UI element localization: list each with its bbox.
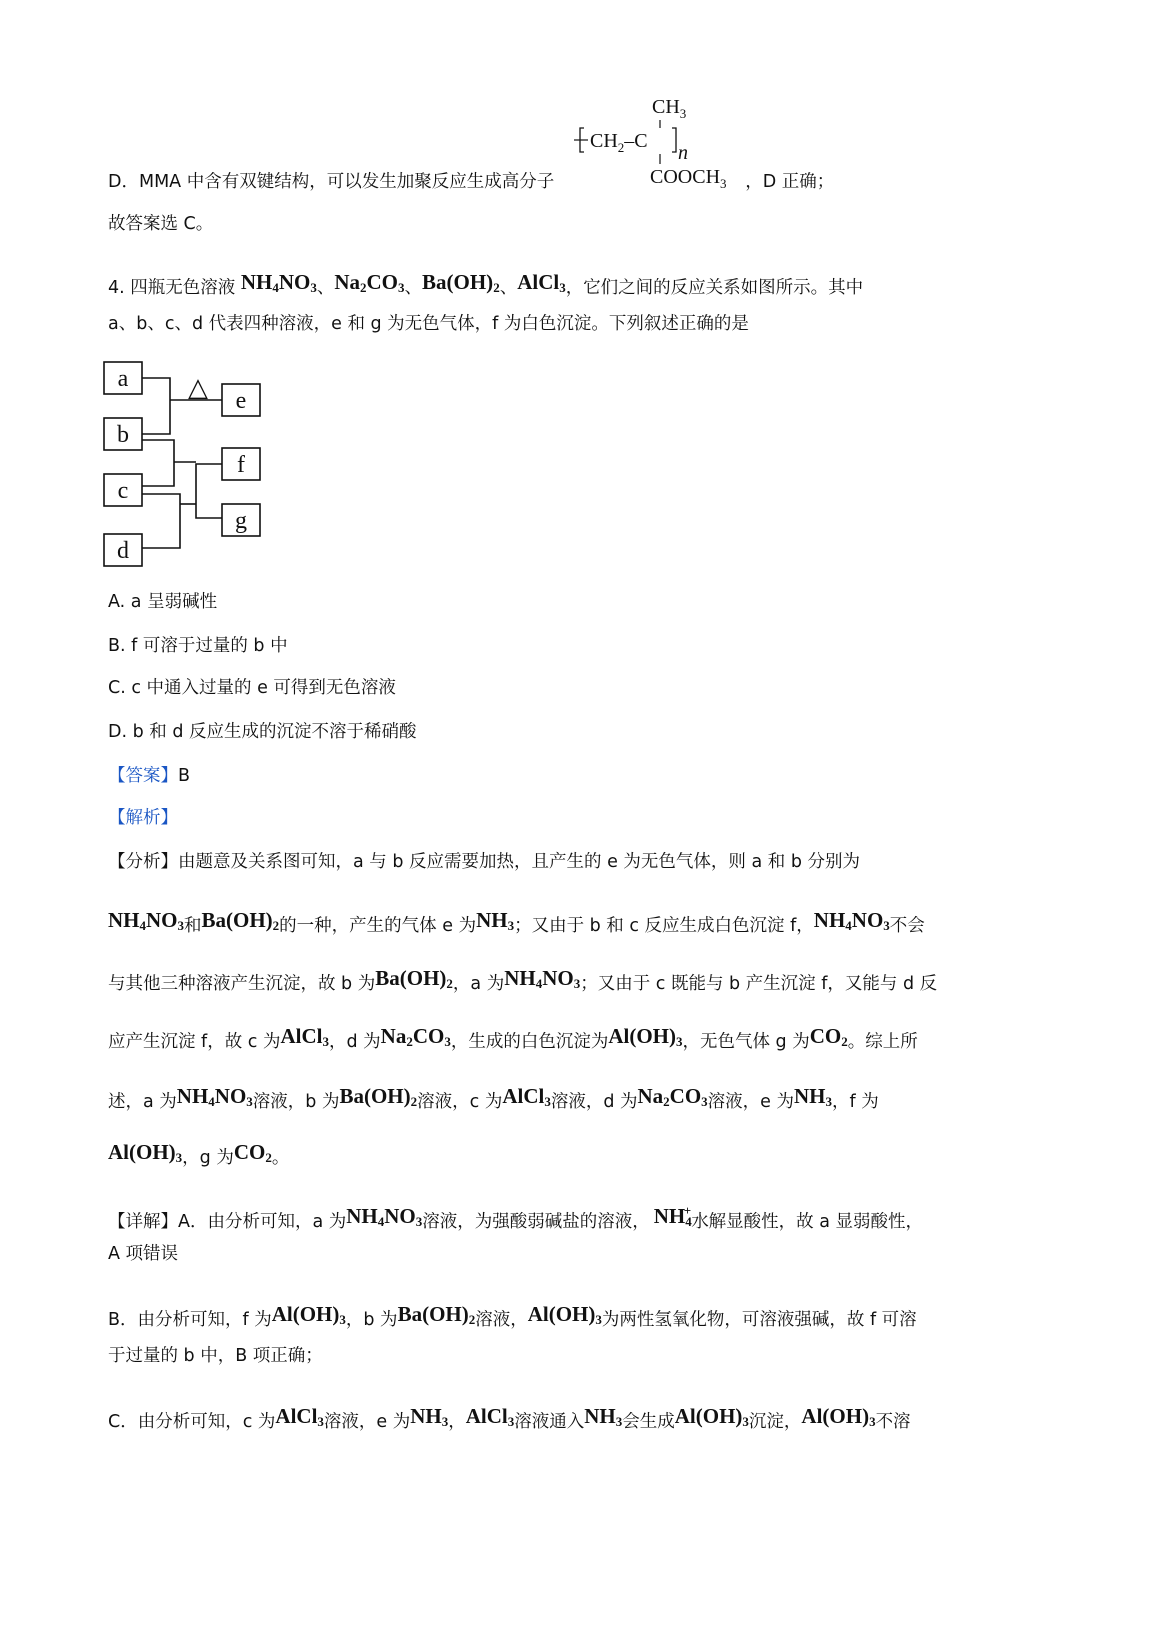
chem-na2co3: $Na_2CO_3$: [334, 270, 405, 295]
analysis-p4: 应产生沉淀 f，故 c 为AlCl$_3$，d 为$Na_2CO_3$，生成的白色沉淀为$Al(OH)_3$，无色气体 g 为$CO_2$。综上所: [108, 1024, 918, 1052]
analysis-p1: 【分析】由题意及关系图可知，a 与 b 反应需要加热，且产生的 e 为无色气体，则 a 和 b 分别为: [108, 852, 860, 872]
option-c: C. c 中通入过量的 e 可得到无色溶液: [108, 678, 396, 698]
answer-line: [108, 768, 190, 786]
reaction-diagram: [100, 358, 270, 568]
option-a: A. a 呈弱碱性: [108, 592, 218, 612]
detail-b-line2: 于过量的 b 中，B 项正确；: [108, 1346, 323, 1366]
cooch3: $COOCH_3$: [650, 166, 727, 191]
option-b: B. f 可溶于过量的 b 中: [108, 636, 288, 656]
detail-a-line2: A 项错误: [108, 1244, 179, 1264]
ch3-top: $CH_3$: [652, 96, 687, 121]
detail-c-line1: C．由分析可知，c 为AlCl$_3$溶液，e 为$NH_3$，AlCl$_3$溶液通入$NH_3$会生成$Al(OH)_3$沉淀，$Al(OH)_3$不溶: [108, 1404, 911, 1432]
chem-baoh2: $Ba(OH)_2$: [422, 270, 500, 295]
chem-alcl3: AlCl$_3$: [517, 270, 566, 295]
label-c: c: [117, 478, 129, 504]
analysis-p6: $Al(OH)_3$，g 为$CO_2$。: [108, 1140, 290, 1168]
label-g: g: [235, 508, 247, 534]
chem-nh4no3: $NH_4NO_3$: [240, 270, 317, 295]
answer-value: B: [178, 766, 191, 786]
analysis-p2: $NH_4NO_3$和$Ba(OH)_2$的一种，产生的气体 e 为$NH_3$；又由于 b 和 c 反应生成白色沉淀 f，$NH_4NO_3$不会: [108, 908, 925, 936]
label-d: d: [117, 538, 129, 564]
polymer-n: n: [678, 142, 688, 164]
chain-left: $CH_2-C$: [590, 130, 648, 155]
answer-c-line: 故答案选 C。: [108, 214, 214, 234]
analysis-p5: 述，a 为$NH_4NO_3$溶液，b 为$Ba(OH)_2$溶液，c 为AlCl$_3$溶液，d 为$Na_2CO_3$溶液，e 为$NH_3$，f 为: [108, 1084, 879, 1112]
q4-line1: 4. 四瓶无色溶液 $NH_4NO_3$、$Na_2CO_3$、$Ba(OH)_2$、AlCl$_3$，它们之间的反应关系如图所示。其中: [108, 270, 864, 298]
analysis-p3: 与其他三种溶液产生沉淀，故 b 为$Ba(OH)_2$，a 为$NH_4NO_3$；又由于 c 既能与 b 产生沉淀 f，又能与 d 反: [108, 966, 938, 994]
detail-b-line1: B．由分析可知，f 为$Al(OH)_3$，b 为$Ba(OH)_2$溶液，$Al(OH)_3$为两性氢氧化物，可溶液强碱，故 f 可溶: [108, 1302, 917, 1330]
answer-label: 【答案】: [108, 766, 178, 786]
q4-line2: a、b、c、d 代表四种溶液，e 和 g 为无色气体，f 为白色沉淀。下列叙述正确的是: [108, 314, 749, 334]
option-d: D. b 和 d 反应生成的沉淀不溶于稀硝酸: [108, 722, 417, 742]
label-a: a: [117, 366, 129, 392]
line-d-mma: D．MMA 中含有双键结构，可以发生加聚反应生成高分子 ，D 正确；: [108, 172, 835, 192]
jiexi-label: 【解析】: [108, 808, 178, 828]
detail-a-line1: 【详解】A．由分析可知，a 为$NH_4NO_3$溶液，为强酸弱碱盐的溶液， $NH_4^+$水解显酸性，故 a 显弱酸性，: [108, 1203, 924, 1232]
label-e: e: [235, 388, 247, 414]
label-f: f: [237, 452, 245, 478]
label-b: b: [117, 422, 129, 448]
heat-symbol: △: [188, 373, 208, 402]
